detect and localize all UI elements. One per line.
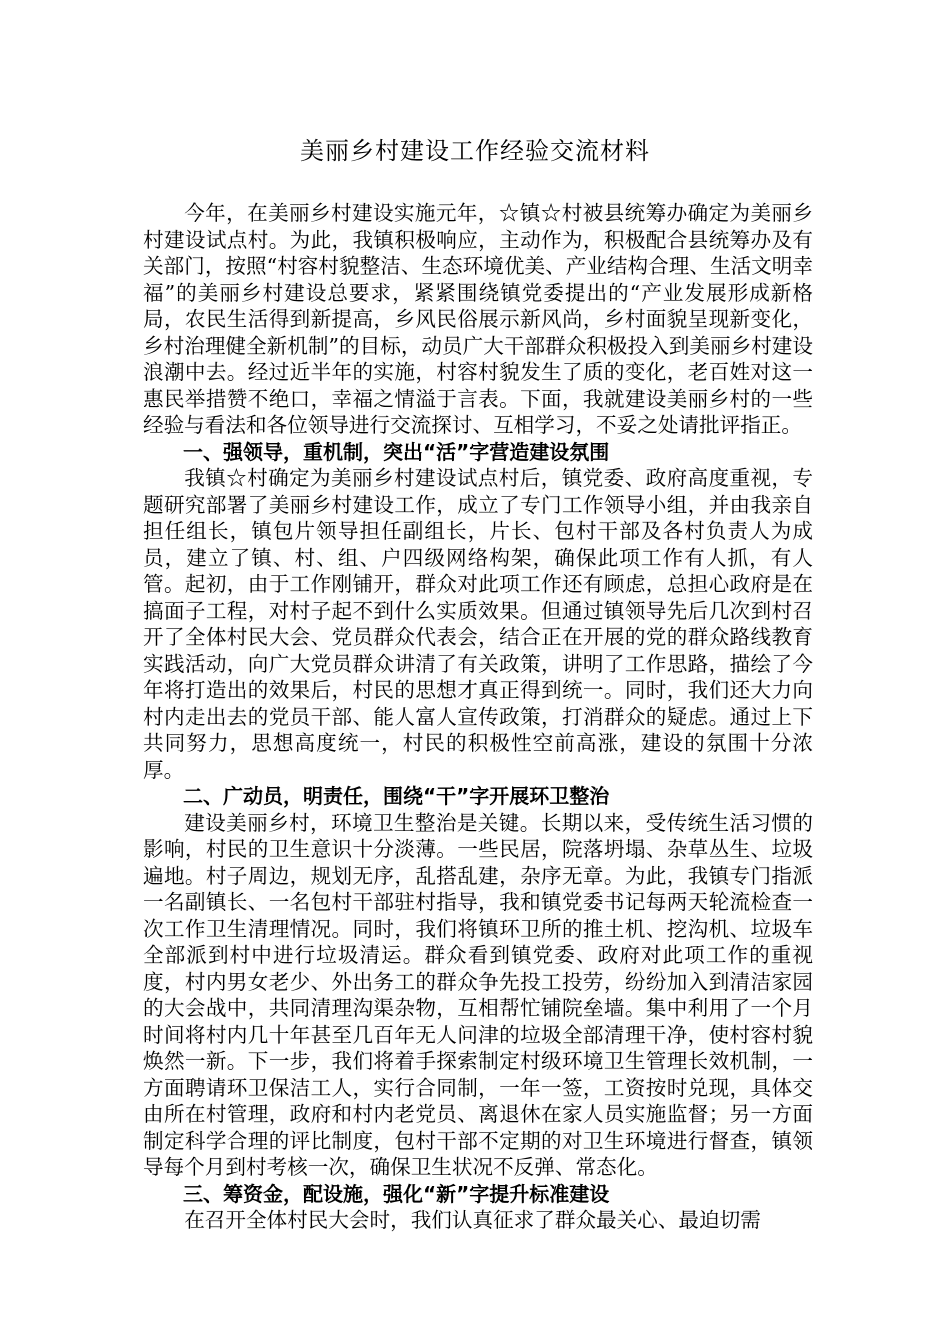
section-1-paragraph: 我镇☆村确定为美丽乡村建设试点村后，镇党委、政府高度重视，专题研究部署了美丽乡村建设工作，成立了专门工作领导小组，并由我亲自担任组长，镇包片领导担任副组长，片长、包村干部及各村负责人为成员，建立了镇、村、组、户四级网络构架，确保此项工作有人抓，有人管。起初，由于工作刚铺开，群众对此项工作还有顾虑，总担心政府是在搞面子工程，对村子起不到什么实质效果。但通过镇领导先后几次到村召开了全体村民大会、党员群众代表会，结合正在开展的党的群众路线教育实践活动，向广大党员群众讲清了有关政策，讲明了工作思路，描绘了今年将打造出的效果后，村民的思想才真正得到统一。同时，我们还大力向村内走出去的党员干部、能人富人宣传政策，打消群众的疑虑。通过上下共同努力，思想高度统一，村民的积极性空前高涨，建设的氛围十分浓厚。 <box>143 466 813 782</box>
intro-paragraph: 今年，在美丽乡村建设实施元年，☆镇☆村被县统筹办确定为美丽乡村建设试点村。为此，我镇积极响应，主动作为，积极配合县统筹办及有关部门，按照“村容村貌整洁、生态环境优美、产业结构合理、生活文明幸福”的美丽乡村建设总要求，紧紧围绕镇党委提出的“产业发展形成新格局，农民生活得到新提高，乡风民俗展示新风尚，乡村面貌呈现新变化，乡村治理健全新机制”的目标，动员广大干部群众积极投入到美丽乡村建设浪潮中去。经过近半年的实施，村容村貌发生了质的变化，老百姓对这一惠民举措赞不绝口，幸福之情溢于言表。下面，我就建设美丽乡村的一些经验与看法和各位领导进行交流探讨、互相学习，不妥之处请批评指正。 <box>143 201 813 437</box>
document-body <box>143 200 813 1234</box>
section-3-heading: 三、筹资金，配设施，强化“新”字提升标准建设 <box>183 1181 610 1206</box>
document-title: 美丽乡村建设工作经验交流材料 <box>300 137 650 165</box>
section-2-heading: 二、广动员，明责任，围绕“干”字开展环卫整治 <box>183 784 610 808</box>
section-3-paragraph: 在召开全体村民大会时，我们认真征求了群众最关心、最迫切需 <box>184 1208 761 1232</box>
section-1-heading: 一、强领导，重机制，突出“活”字营造建设氛围 <box>183 439 610 464</box>
section-2-paragraph: 建设美丽乡村，环境卫生整治是关键。长期以来，受传统生活习惯的影响，村民的卫生意识十分淡薄。一些民居，院落坍塌、杂草丛生、垃圾遍地。村子周边，规划无序，乱搭乱建，杂序无章。为此，我镇专门指派一名副镇长、一名包村干部驻村指导，我和镇党委书记每两天轮流检查一次工作卫生清理情况。同时，我们将镇环卫所的推土机、挖沟机、垃圾车全部派到村中进行垃圾清运。群众看到镇党委、政府对此项工作的重视度，村内男女老少、外出务工的群众争先投工投劳，纷纷加入到清洁家园的大会战中，共同清理沟渠杂物，互相帮忙铺院垒墙。集中利用了一个月时间将村内几十年甚至几百年无人问津的垃圾全部清理干净，使村容村貌焕然一新。下一步，我们将着手探索制定村级环境卫生管理长效机制，一方面聘请环卫保洁工人，实行合同制，一年一签，工资按时兑现，具体交由所在村管理，政府和村内老党员、离退休在家人员实施监督；另一方面制定科学合理的评比制度，包村干部不定期的对卫生环境进行督查，镇领导每个月到村考核一次，确保卫生状况不反弹、常态化。 <box>143 810 813 1179</box>
